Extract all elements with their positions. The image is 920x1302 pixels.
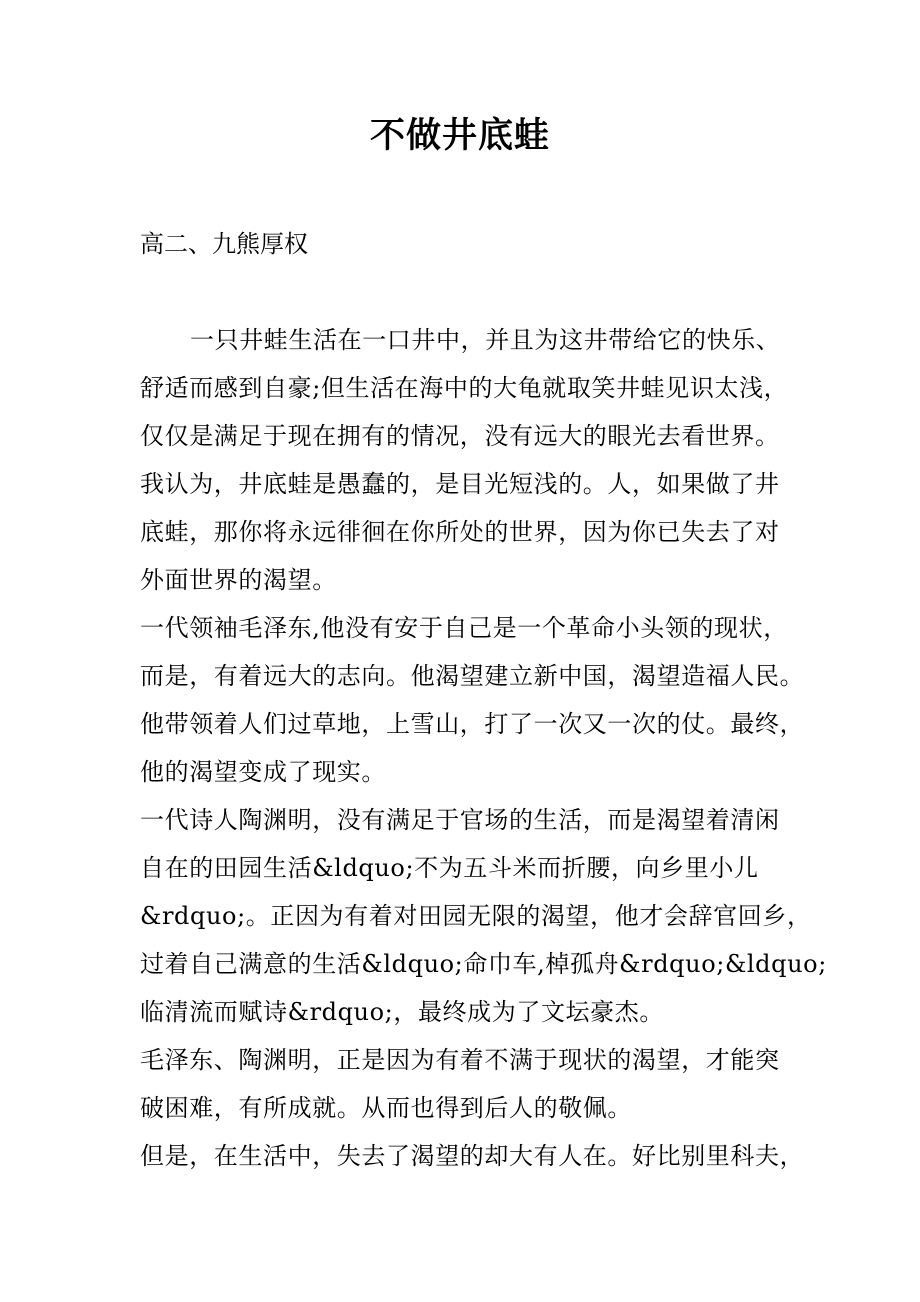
body-line: &rdquo;。正因为有着对田园无限的渴望，他才会辞官回乡， <box>140 902 812 930</box>
body-line: 一代领袖毛泽东,他没有安于自己是一个革命小头领的现状， <box>140 614 788 642</box>
body-line: 底蛙，那你将永远徘徊在你所处的世界，因为你已失去了对 <box>140 518 780 546</box>
author-line: 高二、九熊厚权 <box>140 230 308 258</box>
body-line: 临清流而赋诗&rdquo;，最终成为了文坛豪杰。 <box>140 998 664 1026</box>
body-line: 过着自己满意的生活&ldquo;命巾车,棹孤舟&rdquo;&ldquo; <box>140 950 827 978</box>
body-line: 他带领着人们过草地，上雪山，打了一次又一次的仗。最终， <box>140 710 805 738</box>
body-line: 一只井蛙生活在一口井中，并且为这井带给它的快乐、 <box>190 326 781 354</box>
body-line: 毛泽东、陶渊明，正是因为有着不满于现状的渴望，才能突 <box>140 1046 780 1074</box>
body-line: 自在的田园生活&ldquo;不为五斗米而折腰，向乡里小儿 <box>140 854 759 882</box>
body-line: 外面世界的渴望。 <box>140 566 337 594</box>
body-line: 舒适而感到自豪;但生活在海中的大龟就取笑井蛙见识太浅， <box>140 374 789 402</box>
body-line: 破困难，有所成就。从而也得到后人的敬佩。 <box>140 1094 632 1122</box>
body-line: 我认为，井底蛙是愚蠢的，是目光短浅的。人，如果做了井 <box>140 470 780 498</box>
body-line: 仅仅是满足于现在拥有的情况，没有远大的眼光去看世界。 <box>140 422 780 450</box>
body-line: 一代诗人陶渊明，没有满足于官场的生活，而是渴望着清闲 <box>140 806 780 834</box>
page-title: 不做井底蛙 <box>369 115 550 156</box>
body-line: 他的渴望变成了现实。 <box>140 758 386 786</box>
body-line: 但是，在生活中，失去了渴望的却大有人在。好比别里科夫， <box>140 1142 805 1170</box>
body-line: 而是，有着远大的志向。他渴望建立新中国，渴望造福人民。 <box>140 662 805 690</box>
